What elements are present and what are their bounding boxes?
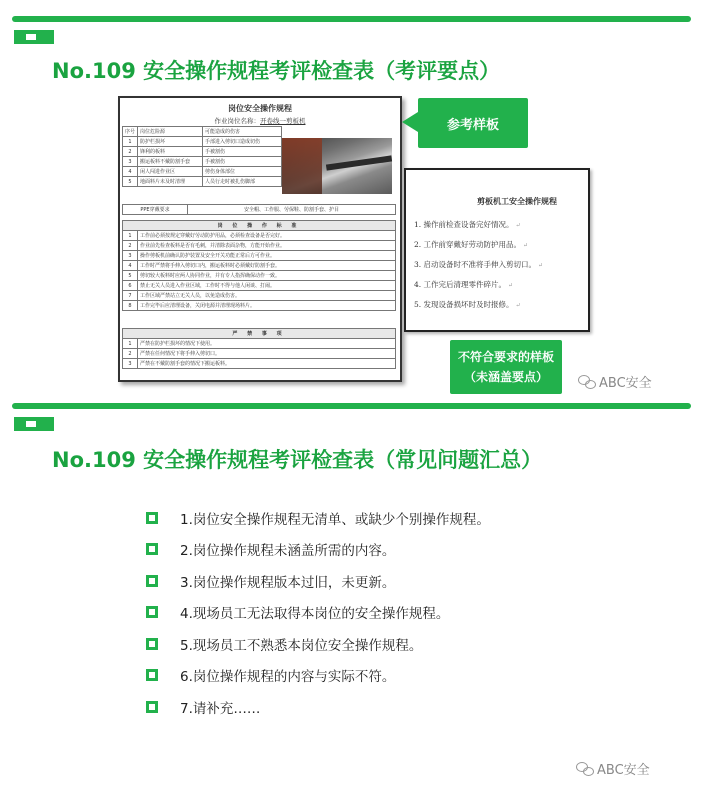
- table-row: 3 搬运板料不戴防割手套 手被割伤: [123, 157, 282, 167]
- list-item: 5. 发现设备损坏时及时报修。 ↵: [414, 300, 521, 309]
- table-row: 3 严禁在不戴防割手套的情况下搬运板料。: [123, 359, 396, 369]
- reference-sample-callout: 参考样板: [418, 98, 528, 148]
- square-bullet-icon: [146, 543, 158, 555]
- table-row: 1 工作前必须按规定穿戴好劳动防护用品，必须检查设备是否完好。: [123, 231, 396, 241]
- table-row: 8 工作完毕后应清理设备，关闭电源并清理现场料片。: [123, 301, 396, 311]
- return-mark-icon: ↵: [523, 242, 529, 249]
- table-row: 2 严禁在任何情况下将手伸入剪切口。: [123, 349, 396, 359]
- section-tag: [14, 417, 54, 431]
- list-item: 7.请补充……: [146, 691, 566, 723]
- issues-list: [146, 502, 566, 723]
- square-bullet-icon: [146, 512, 158, 524]
- return-mark-icon: ↵: [515, 222, 521, 229]
- table-row: 1 防护栏损坏 手部进入剪切口造成切伤: [123, 137, 282, 147]
- doc-title: 岗位安全操作规程: [228, 104, 292, 113]
- header-bar: [12, 403, 691, 409]
- list-item: 4.现场员工无法取得本岗位的安全操作规程。: [146, 597, 566, 629]
- return-mark-icon: ↵: [508, 282, 514, 289]
- hazard-header-row: 序号 岗位危险源 可能造成的伤害: [123, 127, 282, 137]
- list-item: 2. 工作前穿戴好劳动防护用品。 ↵: [414, 240, 529, 249]
- table-row: 2 锋利的板料 手被割伤: [123, 147, 282, 157]
- list-item: 4. 工作完后清理零件碎片。 ↵: [414, 280, 514, 289]
- list-item: 6.岗位操作规程的内容与实际不符。: [146, 660, 566, 692]
- slide-title: No.109 安全操作规程考评检查表（常见问题汇总）: [52, 448, 543, 472]
- sample-title: 剪板机工安全操作规程: [477, 196, 557, 206]
- list-item: 3. 启动设备时不准将手伸入剪切口。 ↵: [414, 260, 544, 269]
- table-row: 5 剪切较大板料时应两人协同作业，并有专人指挥确保动作一致。: [123, 271, 396, 281]
- table-row: 1 严禁在防护栏损坏的情况下使用。: [123, 339, 396, 349]
- table-row: 6 禁止无关人员进入作业区域，工作时不得与他人闲谈、打闹。: [123, 281, 396, 291]
- square-bullet-icon: [146, 575, 158, 587]
- return-mark-icon: ↵: [538, 262, 544, 269]
- list-item: 2.岗位操作规程未涵盖所需的内容。: [146, 534, 566, 566]
- table-row: 3 操作剪板机前确认防护装置及安全开关功能正常后方可作业。: [123, 251, 396, 261]
- square-bullet-icon: [146, 606, 158, 618]
- list-item: 5.现场员工不熟悉本岗位安全操作规程。: [146, 628, 566, 660]
- reference-document: [118, 96, 402, 382]
- square-bullet-icon: [146, 638, 158, 650]
- list-item: 1. 操作前检查设备完好情况。 ↵: [414, 220, 521, 229]
- table-row: 5 地面料片未及时清理 人员行走时被扎伤脚部: [123, 177, 282, 187]
- list-item: 1.岗位安全操作规程无清单、或缺少个别操作规程。: [146, 502, 566, 534]
- wechat-icon: [576, 762, 594, 776]
- square-bullet-icon: [146, 701, 158, 713]
- doc-post: 作业岗位名称：开卷线一剪板机: [214, 117, 306, 125]
- nonconforming-sample-document: [404, 168, 590, 332]
- machine-photo: [282, 138, 392, 194]
- section-tag: [14, 30, 54, 44]
- ppe-table: PPE穿戴要求 安全帽、工作服、劳保鞋、防割手套、护目: [122, 204, 396, 215]
- slide-common-issues: [0, 403, 701, 791]
- square-bullet-icon: [146, 669, 158, 681]
- return-mark-icon: ↵: [515, 302, 521, 309]
- hazard-table: [122, 126, 282, 187]
- watermark: ABC安全: [578, 372, 652, 391]
- header-bar: [12, 16, 691, 22]
- wechat-icon: [578, 375, 596, 389]
- table-row: 7 工作区域严禁站立无关人员，以免造成伤害。: [123, 291, 396, 301]
- table-row: 2 作业前先检查板料是否有毛刺，并清除表面杂物，方能开始作业。: [123, 241, 396, 251]
- list-item: 3.岗位操作规程版本过旧，未更新。: [146, 565, 566, 597]
- nonconforming-callout: 不符合要求的样板 （未涵盖要点）: [450, 340, 562, 394]
- watermark: ABC安全: [576, 759, 650, 778]
- operating-rules-table: 岗 位 操 作 标 准 1 工作前必须按规定穿戴好劳动防护用品，必须检查设备是否完好。 2 作业前先检查板料是否有毛刺，并清除表面杂物，方能开始作业。 3 操作剪板机前确认防护装置及安全开关功能正常后方可作业。 4 工作时严禁将手伸入剪切口内，搬运板料时必须戴好防割手套。 5 剪切较大板料时应两人协同作业，并有专人指挥确保动作一致。 6 禁止无关人员进入作业区域，工作时不得与他人闲谈、打闹。 7 工作区域严禁站立无关人员，以免造成伤害。 8 工作完毕后应清理设备，关闭电源并清理现场料片。: [122, 220, 396, 311]
- prohibited-items-table: 严 禁 事 项 1 严禁在防护栏损坏的情况下使用。 2 严禁在任何情况下将手伸入剪切口。 3 严禁在不戴防割手套的情况下搬运板料。: [122, 328, 396, 369]
- sample-list: [414, 215, 588, 315]
- table-row: 4 闲人闯进作业区 剪伤身体部位: [123, 167, 282, 177]
- table-row: 4 工作时严禁将手伸入剪切口内，搬运板料时必须戴好防割手套。: [123, 261, 396, 271]
- slide-title: No.109 安全操作规程考评检查表（考评要点）: [52, 59, 501, 83]
